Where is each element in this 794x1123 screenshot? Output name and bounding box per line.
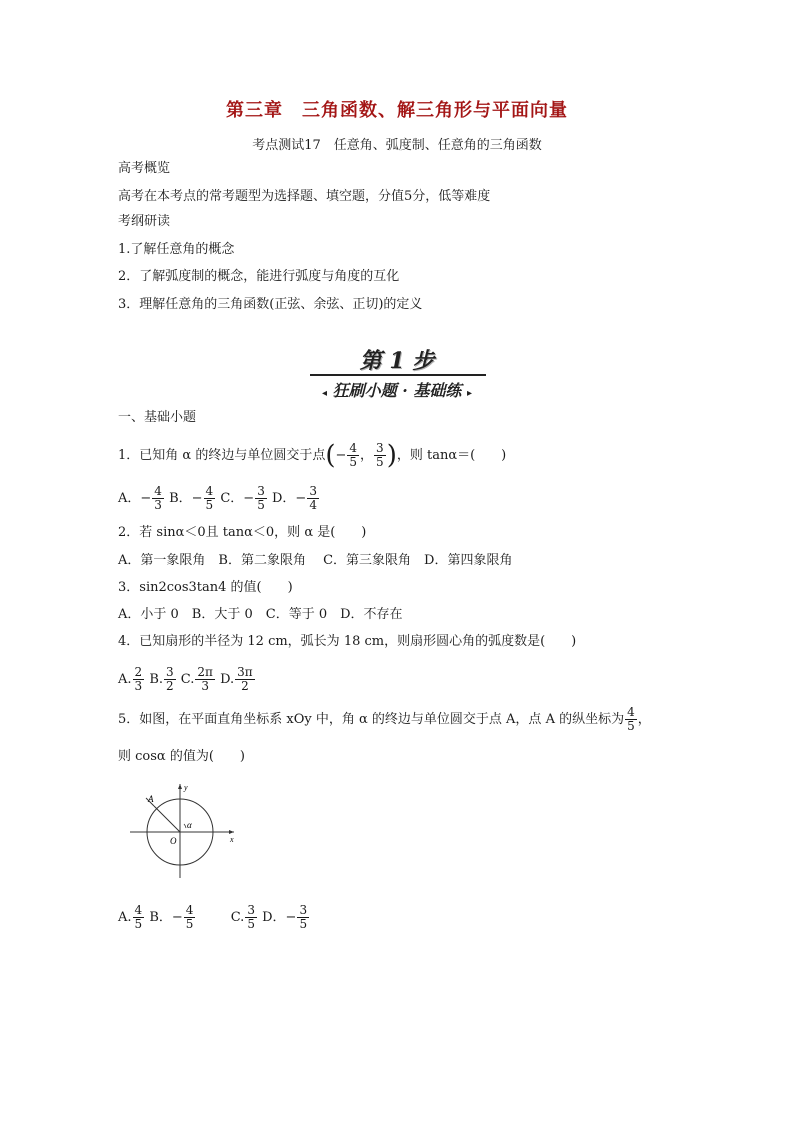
banner-subtitle bbox=[300, 378, 494, 401]
question-1-stem bbox=[118, 440, 506, 472]
unit-circle-figure bbox=[124, 778, 244, 880]
option-d-fraction bbox=[297, 904, 309, 931]
q5-stem-a: 5．如图，在平面直角坐标系 xOy 中，角 α 的终边与单位圆交于点 A，点 A 的纵坐标为 bbox=[118, 712, 625, 727]
question-4-stem: 4．已知扇形的半径为 12 cm，弧长为 18 cm，则扇形圆心角的弧度数是( ) bbox=[118, 634, 577, 649]
angle-arc bbox=[184, 824, 186, 828]
option-b-fraction bbox=[204, 485, 216, 512]
x-axis-label: x bbox=[230, 835, 234, 844]
question-5-options bbox=[118, 902, 310, 934]
fraction-denominator: 3 bbox=[134, 679, 143, 693]
option-b-fraction bbox=[164, 666, 176, 693]
option-label: C. bbox=[180, 672, 195, 687]
y-axis-arrow-icon bbox=[178, 784, 182, 789]
option-label: C. bbox=[230, 910, 245, 925]
fraction-denominator: 5 bbox=[205, 498, 214, 512]
option-c-fraction bbox=[245, 904, 257, 931]
option-label: D． bbox=[262, 910, 286, 925]
fraction-numerator: 4 bbox=[205, 484, 214, 498]
fraction-denominator: 5 bbox=[185, 917, 194, 931]
point-a-label: A bbox=[148, 794, 154, 804]
x-axis-arrow-icon bbox=[229, 830, 234, 834]
fraction-numerator: 3 bbox=[299, 903, 308, 917]
q1-point-x-fraction bbox=[347, 442, 359, 469]
banner-divider bbox=[310, 374, 486, 376]
fraction-numerator: 4 bbox=[349, 441, 358, 455]
option-sign: − bbox=[243, 491, 255, 506]
option-a-fraction bbox=[133, 666, 145, 693]
q1-point-separator: ， bbox=[360, 448, 374, 463]
q5-fraction bbox=[625, 706, 637, 733]
overview-text: 高考在本考点的常考题型为选择题、填空题，分值5分，低等难度 bbox=[118, 189, 491, 204]
fraction-denominator: 5 bbox=[257, 498, 265, 512]
fraction-numerator: 2π bbox=[197, 665, 213, 679]
y-axis-label: y bbox=[184, 783, 188, 792]
fraction-numerator: 4 bbox=[185, 903, 194, 917]
option-label: A． bbox=[118, 491, 141, 506]
question-1-options bbox=[118, 483, 320, 515]
fraction-denominator: 2 bbox=[166, 679, 174, 693]
fraction-numerator: 3 bbox=[309, 484, 317, 498]
fraction-numerator: 3 bbox=[376, 441, 384, 455]
question-2-options: A．第一象限角 B．第二象限角 C．第三象限角 D．第四象限角 bbox=[118, 553, 513, 568]
fraction-numerator: 4 bbox=[134, 903, 143, 917]
fraction-denominator: 4 bbox=[309, 498, 317, 512]
option-sign: − bbox=[295, 491, 307, 506]
option-sign: − bbox=[171, 910, 183, 925]
option-a-fraction bbox=[152, 485, 164, 512]
fraction-denominator: 2 bbox=[241, 679, 249, 693]
section-heading: 一、基础小题 bbox=[118, 410, 197, 425]
fraction-denominator: 5 bbox=[247, 917, 255, 931]
left-triangle-icon: ◂ bbox=[322, 388, 328, 399]
question-3-stem: 3．sin2cos3tan4 的值( ) bbox=[118, 580, 293, 595]
step-banner bbox=[300, 344, 494, 404]
fraction-numerator: 3 bbox=[257, 484, 265, 498]
origin-label: O bbox=[170, 836, 177, 846]
option-label: D． bbox=[271, 491, 296, 506]
fraction-denominator: 5 bbox=[349, 455, 358, 469]
q1-stem-b: ，则 tanα＝( ) bbox=[396, 448, 507, 463]
chapter-title: 第三章 三角函数、解三角形与平面向量 bbox=[226, 100, 568, 121]
question-5-stem-line-1 bbox=[118, 704, 651, 736]
option-label: A. bbox=[118, 910, 132, 925]
alpha-label: α bbox=[187, 820, 192, 830]
syllabus-item-1: 1.了解任意角的概念 bbox=[118, 242, 235, 257]
fraction-denominator: 5 bbox=[376, 455, 384, 469]
fraction-numerator: 3 bbox=[166, 665, 174, 679]
question-5-stem-line-2: 则 cosα 的值为( ) bbox=[118, 749, 245, 764]
fraction-denominator: 5 bbox=[134, 917, 143, 931]
option-label: B． bbox=[149, 910, 172, 925]
fraction-numerator: 4 bbox=[627, 705, 635, 719]
q1-point-x-sign: − bbox=[335, 448, 347, 463]
option-sign: − bbox=[285, 910, 297, 925]
overview-heading: 高考概览 bbox=[118, 161, 171, 176]
right-paren: ) bbox=[386, 440, 397, 471]
unit-circle-diagram bbox=[124, 778, 244, 880]
fraction-numerator: 2 bbox=[134, 665, 143, 679]
fraction-numerator: 4 bbox=[154, 484, 162, 498]
left-paren: ( bbox=[325, 440, 336, 471]
fraction-denominator: 5 bbox=[299, 917, 308, 931]
option-label: C． bbox=[220, 491, 244, 506]
option-sign: − bbox=[191, 491, 203, 506]
question-3-options: A．小于 0 B．大于 0 C．等于 0 D．不存在 bbox=[118, 607, 403, 622]
q5-stem-end: ， bbox=[637, 712, 651, 727]
option-label: B． bbox=[169, 491, 192, 506]
topic-subtitle: 考点测试17 任意角、弧度制、任意角的三角函数 bbox=[252, 138, 542, 153]
terminal-side bbox=[154, 806, 180, 832]
fraction-denominator: 5 bbox=[627, 719, 635, 733]
option-a-fraction bbox=[133, 904, 145, 931]
fraction-denominator: 3 bbox=[201, 679, 209, 693]
option-c-fraction bbox=[195, 666, 215, 693]
q1-point-y-fraction bbox=[374, 442, 386, 469]
fraction-numerator: 3 bbox=[247, 903, 255, 917]
banner-subtitle-text: 狂刷小题 · 基础练 bbox=[332, 381, 462, 400]
syllabus-item-2: 2．了解弧度制的概念，能进行弧度与角度的互化 bbox=[118, 269, 400, 284]
option-c-fraction bbox=[255, 485, 267, 512]
question-2-stem: 2．若 sinα＜0且 tanα＜0，则 α 是( ) bbox=[118, 525, 367, 540]
option-label: A. bbox=[118, 672, 132, 687]
syllabus-heading: 考纲研读 bbox=[118, 214, 171, 229]
step-title: 第 1 步 bbox=[359, 348, 435, 374]
option-d-fraction bbox=[235, 666, 255, 693]
option-d-fraction bbox=[307, 485, 319, 512]
right-triangle-icon: ▸ bbox=[466, 388, 472, 399]
fraction-denominator: 3 bbox=[154, 498, 162, 512]
question-4-options bbox=[118, 664, 256, 696]
fraction-numerator: 3π bbox=[237, 665, 253, 679]
option-label: D. bbox=[220, 672, 235, 687]
option-label: B. bbox=[149, 672, 163, 687]
q1-stem-a: 1．已知角 α 的终边与单位圆交于点 bbox=[118, 448, 326, 463]
option-b-fraction bbox=[184, 904, 196, 931]
syllabus-item-3: 3．理解任意角的三角函数(正弦、余弦、正切)的定义 bbox=[118, 297, 423, 312]
option-sign: − bbox=[140, 491, 152, 506]
